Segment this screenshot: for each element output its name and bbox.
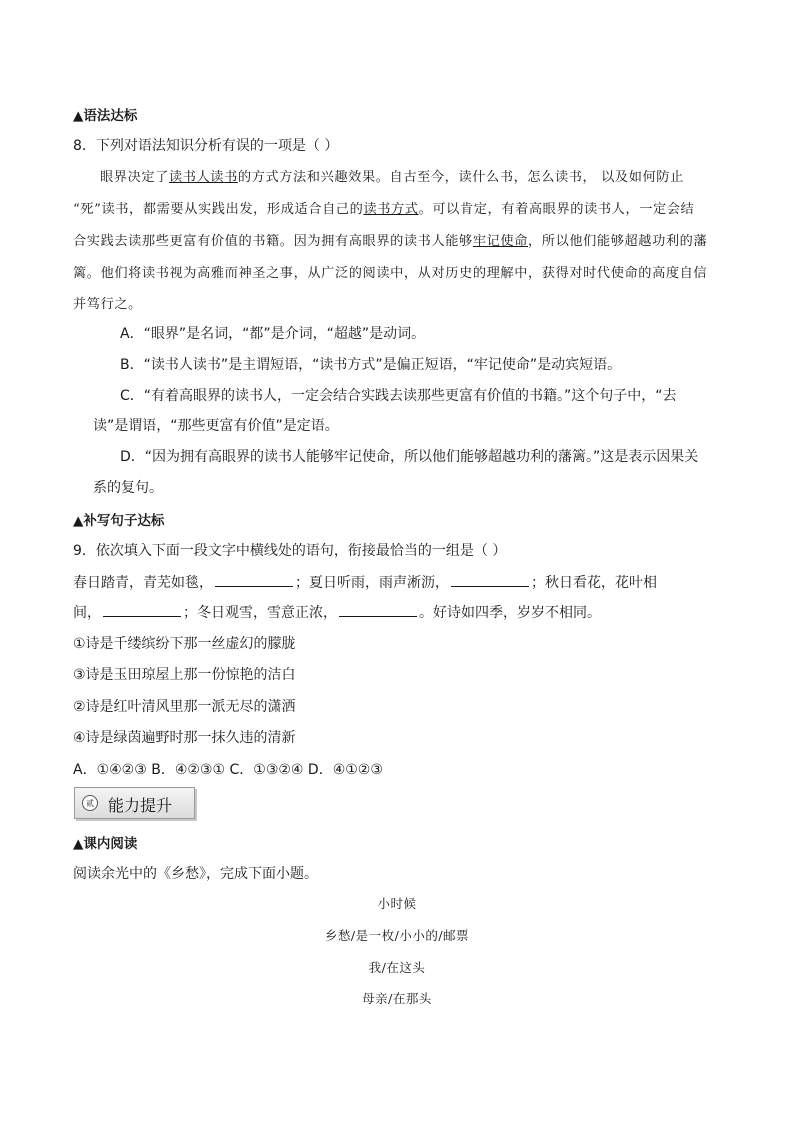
question-8-stem: 8．下列对语法知识分析有误的一项是（ ） xyxy=(73,138,339,154)
question-9-choices: A．①④②③ B．④②③① C．①③②④ D．④①②③ xyxy=(73,762,383,778)
underlined-phrase: 牢记使命 xyxy=(472,234,528,249)
passage-text: “死”读书，都需要从实践出发，形成适合自己的 xyxy=(73,202,364,217)
option-a: A．“眼界”是名词，“都”是介词，“超越”是动词。 xyxy=(120,326,426,342)
passage-line-4: 篱。他们将读书视为高雅而神圣之事，从广泛的阅读中，从对历史的理解中，获得对时代使命的高度自信 xyxy=(73,266,708,281)
badge-label: 能力提升 xyxy=(108,796,173,815)
answer-blank xyxy=(339,603,417,617)
question-9-item: ②诗是红叶清风里那一派无尽的潇洒 xyxy=(73,699,296,715)
option-c-line-1: C．“有着高眼界的读书人，一定会结合实践去读那些更富有价值的书籍。”这个句子中，“去 xyxy=(120,388,677,404)
option-b: B．“读书人读书”是主谓短语，“读书方式”是偏正短语，“牢记使命”是动宾短语。 xyxy=(120,357,622,373)
passage-text: ，所以他们能够超越功利的藩 xyxy=(528,234,708,249)
fill-text: 间， xyxy=(73,605,101,621)
passage-line-1 xyxy=(100,166,684,185)
answer-blank xyxy=(451,573,529,587)
answer-blank xyxy=(103,603,181,617)
passage-text: 眼界决定了 xyxy=(100,170,169,185)
question-9-stem: 9．依次填入下面一段文字中横线处的语句，衔接最恰当的一组是（ ） xyxy=(73,543,507,559)
poem-line: 母亲/在那头 xyxy=(362,991,432,1006)
fill-text: 春日踏青，青芜如毯， xyxy=(73,575,213,591)
reading-intro: 阅读余光中的《乡愁》，完成下面小题。 xyxy=(73,866,318,882)
poem-line: 小时候 xyxy=(377,896,417,911)
underlined-phrase: 读书人读书 xyxy=(168,170,238,185)
passage-text: 。可以肯定，有着高眼界的读书人，一定会结 xyxy=(418,202,695,217)
question-9-item: ①诗是千缕缤纷下那一丝虚幻的朦胧 xyxy=(73,636,296,652)
passage-line-5: 并笃行之。 xyxy=(73,297,142,312)
fill-text: 。好诗如四季，岁岁不相同。 xyxy=(419,605,601,621)
badge-number-icon: 贰 xyxy=(82,795,98,811)
option-d-line-2: 系的复句。 xyxy=(93,480,163,496)
option-d-line-1: D．“因为拥有高眼界的读书人能够牢记使命，所以他们能够超越功利的藩篱。”这是表示因果关 xyxy=(120,449,699,465)
question-9-line-2 xyxy=(73,602,601,622)
fill-text: ；秋日看花，花叶相 xyxy=(531,575,657,591)
poem-line: 乡愁/是一枚/小小的/邮票 xyxy=(324,928,470,943)
fill-text: ；冬日观雪，雪意正浓， xyxy=(183,605,337,621)
ability-badge xyxy=(74,787,195,819)
option-c-line-2: 读”是谓语，“那些更富有价值”是定语。 xyxy=(93,418,339,434)
passage-text: 的方式方法和兴趣效果。自古至今，读什么书，怎么读书， 以及如何防止 xyxy=(237,170,684,185)
section-heading-grammar: ▲语法达标 xyxy=(73,108,138,124)
question-9-item: ③诗是玉田琼屋上那一份惊艳的洁白 xyxy=(73,667,296,683)
poem-line: 我/在这头 xyxy=(368,960,426,975)
fill-text: ；夏日听雨，雨声淅沥， xyxy=(295,575,449,591)
section-heading-sentence: ▲补写句子达标 xyxy=(73,513,165,529)
question-9-line-1 xyxy=(73,572,657,592)
passage-text: 合实践去读那些更富有价值的书籍。因为拥有高眼界的读书人能够 xyxy=(73,234,473,249)
passage-line-2 xyxy=(73,198,694,217)
section-heading-reading: ▲课内阅读 xyxy=(73,836,138,852)
underlined-phrase: 读书方式 xyxy=(363,202,419,217)
passage-line-3 xyxy=(73,230,707,249)
answer-blank xyxy=(215,573,293,587)
question-9-item: ④诗是绿茵遍野时那一抹久违的清新 xyxy=(73,730,296,746)
